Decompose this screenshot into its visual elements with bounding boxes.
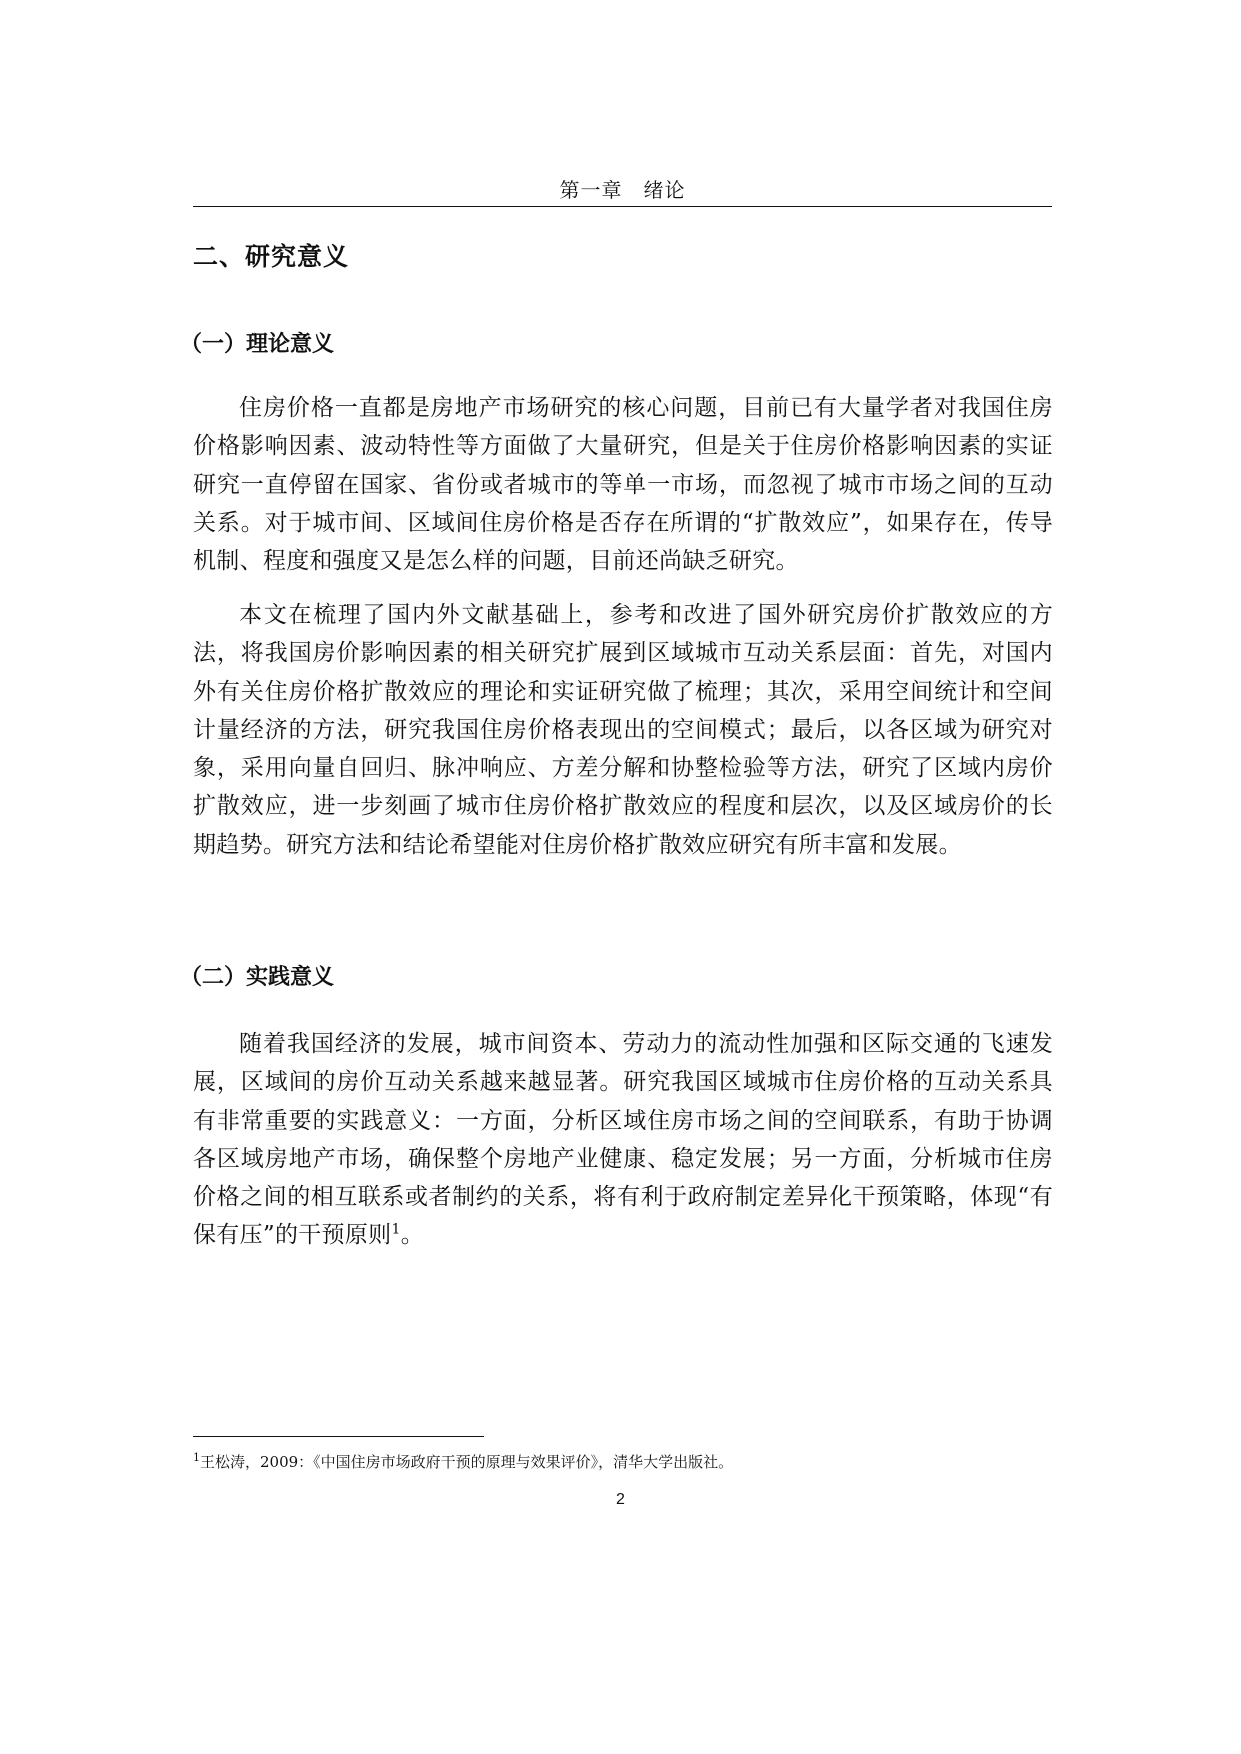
page-number: 2 <box>616 1491 625 1508</box>
practice-paragraph-text: 随着我国经济的发展，城市间资本、劳动力的流动性加强和区际交通的飞速发展，区域间的房价互动关系越来越显著。研究我国区域城市住房价格的互动关系具有非常重要的实践意义：一方面，分析区域住房市场之间的空间联系，有助于协调各区域房地产市场，确保整个房地产业健康、稳定发展；另一方面，分析城市住房价格之间的相互联系或者制约的关系，将有利于政府制定差异化干预策略，体现“有保有压”的干预原则 <box>193 1031 1053 1249</box>
running-header: 第一章 绪论 <box>559 178 686 202</box>
header-rule <box>193 206 1052 207</box>
footnote-reference[interactable]: 1 <box>391 1221 401 1238</box>
section-heading: 二、研究意义 <box>193 242 350 271</box>
footnote-number: 1 <box>193 1451 200 1464</box>
theory-paragraph-1: 住房价格一直都是房地产市场研究的核心问题，目前已有大量学者对我国住房价格影响因素、波动特性等方面做了大量研究，但是关于住房价格影响因素的实证研究一直停留在国家、省份或者城市的等单一市场，而忽视了城市市场之间的互动关系。对于城市间、区域间住房价格是否存在所谓的“扩散效应”，如果存在，传导机制、程度和强度又是怎么样的问题，目前还尚缺乏研究。 <box>193 395 1053 575</box>
subheading-theory: （一）理论意义 <box>180 332 335 357</box>
practice-paragraph <box>193 1025 1053 1255</box>
footnote-rule <box>193 1436 484 1437</box>
footnote <box>193 1451 1053 1473</box>
practice-paragraph-end: 。 <box>400 1222 424 1249</box>
subheading-practice: （二）实践意义 <box>180 965 335 990</box>
footnote-text: 王松涛，2009：《中国住房市场政府干预的原理与效果评价》，清华大学出版社。 <box>200 1453 734 1471</box>
theory-paragraph-2: 本文在梳理了国内外文献基础上，参考和改进了国外研究房价扩散效应的方法，将我国房价影响因素的相关研究扩展到区域城市互动关系层面：首先，对国内外有关住房价格扩散效应的理论和实证研究做了梳理；其次，采用空间统计和空间计量经济的方法，研究我国住房价格表现出的空间模式；最后，以各区域为研究对象，采用向量自回归、脉冲响应、方差分解和协整检验等方法，研究了区域内房价扩散效应，进一步刻画了城市住房价格扩散效应的程度和层次，以及区域房价的长期趋势。研究方法和结论希望能对住房价格扩散效应研究有所丰富和发展。 <box>193 602 1053 858</box>
